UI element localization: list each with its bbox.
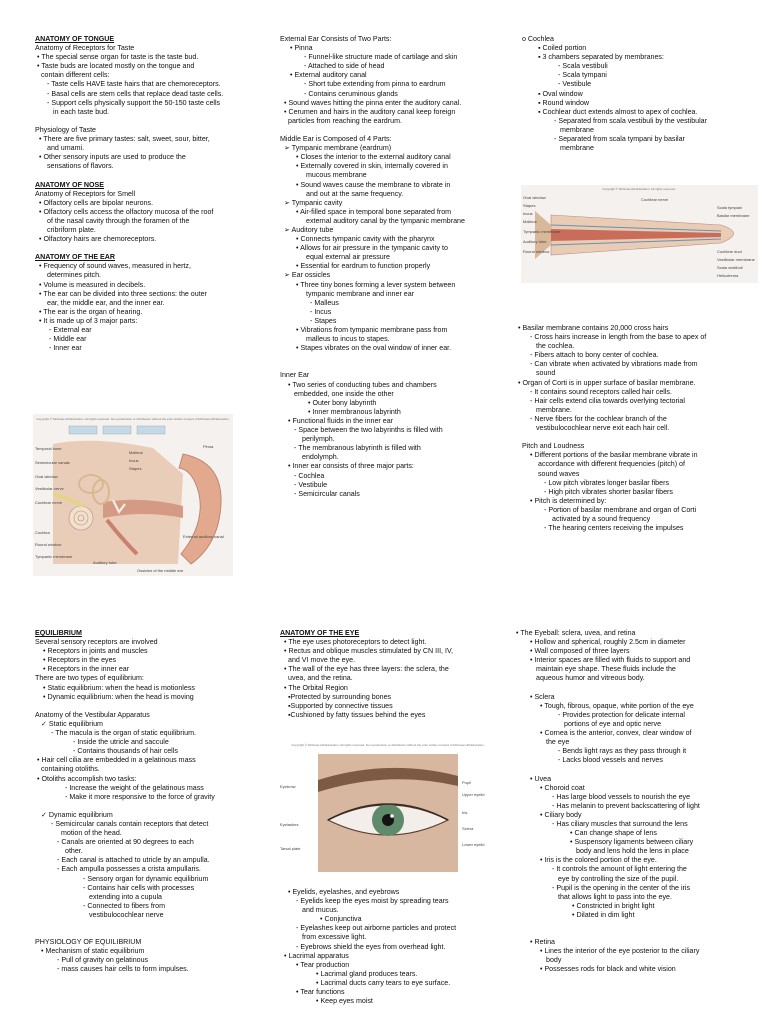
ear-label: Auditory tube [93, 560, 117, 565]
text-line: • Receptors in joints and muscles [43, 647, 148, 656]
text-line [35, 920, 260, 929]
text-line: • Connects tympanic cavity with the pharynx [296, 235, 435, 244]
text-line: portions of eye and optic nerve [564, 719, 662, 728]
text-line: cribriform plate. [47, 225, 96, 234]
text-line: embedded, one inside the other [294, 389, 394, 398]
text-line: ✓ Static equilibrium [41, 719, 103, 728]
text-line: • Olfactory hairs are chemoreceptors. [39, 235, 157, 244]
text-line: ➢ Tympanic cavity [284, 198, 343, 207]
text-line: - Semicircular canals contain receptors that detect [51, 819, 209, 828]
col-tongue-nose-ear [35, 35, 260, 353]
text-line [512, 920, 762, 929]
text-line: • The eye uses photoreceptors to detect light. [284, 638, 427, 647]
ear-label: Pinna [203, 444, 214, 449]
text-line: • Dilated in dim light [572, 910, 635, 919]
cochlea-diagram [521, 185, 758, 283]
text-line: • Rectus and oblique muscles stimulated by CN III, IV, [284, 647, 454, 656]
text-line: contain different cells: [41, 71, 110, 80]
text-line: • The special sense organ for taste is the taste bud. [37, 53, 199, 62]
eye-copyright: Copyright © McGraw-Hill Education. All rights reserved. No reproduction or distribution without the prior written consent of McGraw-Hill Education. [291, 743, 485, 747]
text-line: ▪ Coiled portion [538, 44, 587, 53]
text-line: • Mechanism of static equilibrium [41, 947, 145, 956]
cochlea-label: Scala tympani [717, 205, 743, 210]
text-line: - Short tube extending from pinna to eardrum [304, 80, 446, 89]
text-line: ▪ Oval window [538, 89, 583, 98]
text-line: extending into a cupula [89, 892, 162, 901]
text-line: • Pitch is determined by: [530, 496, 607, 505]
text-line: • Conjunctiva [320, 915, 362, 924]
text-line: ▪Protected by surrounding bones [288, 692, 392, 701]
text-line: of the nasal cavity through the foramen of the [47, 216, 190, 225]
text-line: • Closes the interior to the external auditory canal [296, 153, 451, 162]
text-line: - Malleus [310, 298, 339, 307]
text-line: - Separated from scala tympani by basilar [554, 135, 685, 144]
text-line: - Make it more responsive to the force of gravity [65, 792, 215, 801]
text-line: endolymph. [302, 453, 339, 462]
text-line: - Connected to fibers from [83, 901, 166, 910]
text-line: • Inner membranous labyrinth [308, 407, 401, 416]
text-line: ➢ Tympanic membrane (eardrum) [284, 144, 392, 153]
text-line: • Keep eyes moist [316, 997, 373, 1006]
text-line: • Vibrations from tympanic membrane pass from [296, 326, 448, 334]
text-line: Inner Ear [280, 371, 310, 380]
text-line: - Taste cells HAVE taste hairs that are chemoreceptors. [47, 80, 221, 89]
text-line: Anatomy of Receptors for Smell [35, 189, 136, 198]
text-line: - Sensory organ for dynamic equilibrium [83, 874, 209, 883]
text-line: - Scala tympani [558, 71, 607, 80]
ear-label: Cochlear nerve [35, 500, 63, 505]
text-line: • The ear is the organ of hearing. [39, 307, 143, 316]
text-line: - It controls the amount of light entering the [552, 865, 687, 874]
text-line: • Pinna [290, 44, 313, 53]
cochlea-label: Stapes [523, 203, 536, 208]
text-line: sensations of flavors. [47, 162, 114, 171]
eye-photo [278, 740, 498, 878]
cochlea-label: Helicotrema [717, 273, 739, 278]
text-line: • External auditory canal [290, 71, 367, 80]
cochlea-label: Malleus [523, 219, 537, 224]
text-line: membrane [560, 125, 594, 134]
text-line: • Inner ear consists of three major parts: [288, 462, 414, 471]
text-line: the eye [546, 738, 570, 747]
text-line: containing otoliths. [41, 765, 100, 774]
text-line: - Eyebrows shield the eyes from overhead light. [296, 942, 446, 951]
text-line: • Retina [530, 938, 555, 947]
text-line: • Tear production [296, 960, 350, 969]
text-line [512, 684, 762, 693]
text-line: - Basal cells are stem cells that replace dead taste cells. [47, 89, 224, 98]
eye-label: Tarsal plate [280, 846, 301, 851]
text-line: • Functional fluids in the inner ear [288, 416, 394, 425]
text-line: - It contains sound receptors called hair cells. [530, 387, 672, 396]
text-line: - Fibers attach to bony center of cochlea. [530, 351, 659, 360]
text-line: - Has melanin to prevent backscattering of light [552, 801, 700, 810]
text-line: - Each canal is attached to utricle by an ampulla. [57, 856, 210, 865]
text-line: • Iris is the colored portion of the eye. [540, 856, 657, 865]
text-line: • Possesses rods for black and white vision [540, 965, 676, 974]
text-line: Several sensory receptors are involved [35, 638, 158, 647]
text-line [280, 353, 505, 362]
ear-label: Tympanic membrane [35, 554, 73, 559]
text-line: - Low pitch vibrates longer basilar fibers [544, 478, 669, 487]
text-line: • Cerumen and hairs in the auditory canal keep foreign [284, 107, 456, 116]
text-line: mucous membrane [306, 171, 367, 180]
text-line: Middle Ear is Composed of 4 Parts: [280, 135, 392, 144]
section-heading: ANATOMY OF THE EYE [280, 629, 360, 637]
text-line: - Canals are oriented at 90 degrees to each [57, 838, 194, 847]
text-line: - Vestibule [558, 80, 592, 89]
text-line: - Portion of basilar membrane and organ of Corti [544, 505, 697, 514]
col-equilibrium [35, 629, 260, 975]
text-line: • Two series of conducting tubes and chambers [288, 380, 437, 389]
ear-diagram [33, 414, 233, 576]
text-line: and out at the same frequency. [306, 189, 404, 198]
ear-label: Round window [35, 542, 62, 547]
cochlea-label: Cochlear nerve [641, 197, 669, 202]
text-line: ▪ Round window [538, 98, 590, 107]
ear-label: Malleus [129, 450, 143, 455]
text-line: ear, the middle ear, and the inner ear. [47, 298, 165, 307]
text-line: There are two types of equilibrium: [35, 674, 144, 683]
text-line [35, 802, 260, 811]
eye-label: Eyebrow [280, 784, 296, 789]
text-line: perilymph. [302, 435, 335, 444]
text-line: - Hair cells extend cilia towards overlying tectorial [530, 396, 685, 405]
col-eye-anatomy [280, 629, 505, 720]
text-line: equal external air pressure [306, 253, 390, 262]
text-line [35, 702, 260, 711]
text-line: uvea, and the retina. [288, 674, 353, 683]
text-line: • It is made up of 3 major parts: [39, 316, 138, 325]
text-line: vestibulocochlear nerve [89, 910, 164, 919]
text-line: - Eyelids keep the eyes moist by spreading tears [296, 897, 449, 906]
text-line: • The ear can be divided into three sections: the outer [39, 289, 207, 298]
cochlea-label: Vestibular membrane [717, 257, 755, 262]
text-line: and VI move the eye. [288, 656, 356, 665]
cochlea-label: Auditory tube [523, 239, 547, 244]
eye-label: Upper eyelid [462, 792, 485, 797]
text-line: - Support cells physically support the 50-150 taste cells [47, 98, 221, 107]
text-line: - Scala vestibuli [558, 62, 608, 71]
text-line: - Stapes [310, 316, 337, 325]
text-line: - Space between the two labyrinths is filled with [294, 426, 443, 435]
text-line: External Ear Consists of Two Parts: [280, 35, 392, 43]
text-line: - Has large blood vessels to nourish the eye [552, 792, 691, 801]
text-line: body [546, 956, 562, 965]
text-line: other. [65, 847, 83, 856]
text-line: malleus to incus to stapes. [306, 335, 390, 344]
eye-label: Pupil [462, 780, 471, 785]
ear-label: Vestibular nerve [35, 486, 64, 491]
text-line: • Sound waves hitting the pinna enter the auditory canal. [284, 98, 462, 107]
text-line: Physiology of Taste [35, 125, 96, 134]
text-line: • Lacrimal apparatus [284, 951, 349, 960]
ear-label: Semicircular canals [35, 460, 70, 465]
text-line: motion of the head. [61, 829, 122, 838]
text-line: • Interior spaces are filled with fluids to support and [530, 656, 691, 665]
text-line: accordance with different frequencies (pitch) of [538, 460, 685, 469]
text-line: • Tear functions [296, 988, 345, 997]
text-line [280, 362, 505, 371]
section-heading: ANATOMY OF NOSE [35, 180, 104, 189]
cochlea-label: Cochlear duct [717, 249, 742, 254]
text-line: • Uvea [530, 774, 552, 783]
text-line: eye by controlling the size of the pupil. [558, 874, 679, 883]
text-line: ▪ Cochlear duct extends almost to apex of cochlea. [538, 107, 698, 116]
text-line: ▪ 3 chambers separated by membranes: [538, 53, 664, 62]
text-line: - Contains thousands of hair cells [73, 747, 178, 756]
text-line: that allows light to pass into the eye. [558, 892, 672, 901]
text-line: - Semicircular canals [294, 489, 360, 498]
cochlea-label: Tympanic membrane [523, 229, 561, 234]
cochlea-label: Incus [523, 211, 533, 216]
text-line: - Each ampulla possesses a crista ampullaris. [57, 865, 201, 874]
text-line: • Essential for eardrum to function properly [296, 262, 431, 271]
text-line: ✓ Dynamic equilibrium [41, 810, 113, 819]
text-line: - Cross hairs increase in length from the base to apex of [530, 333, 707, 342]
col-basilar-pitch [518, 324, 758, 533]
text-line: ▪Supported by connective tissues [288, 701, 393, 710]
eye-label: Eyelashes [280, 822, 299, 827]
text-line: • Allows for air pressure in the tympanic cavity to [296, 244, 448, 253]
text-line: • Frequency of sound waves, measured in hertz, [39, 262, 191, 271]
text-line: • The wall of the eye has three layers: the sclera, the [284, 665, 449, 674]
text-line: • Basilar membrane contains 20,000 cross hairs [518, 324, 669, 332]
section-heading: ANATOMY OF THE EAR [35, 253, 116, 262]
text-line: Anatomy of the Vestibular Apparatus [35, 710, 150, 719]
text-line: body and lens hold the lens in place [576, 847, 689, 856]
text-line: - Inside the utricle and saccule [73, 738, 169, 747]
text-line: sound [536, 369, 556, 378]
text-line: • Otoliths accomplish two tasks: [37, 774, 137, 783]
cochlea-label: Oval window [523, 195, 546, 200]
text-line: - Nerve fibers for the cochlear branch of the [530, 414, 667, 423]
text-line: - The macula is the organ of static equilibrium. [51, 729, 196, 738]
text-line: • Ciliary body [540, 810, 582, 819]
text-line: • Tough, fibrous, opaque, white portion of the eye [540, 701, 694, 710]
text-line [280, 126, 505, 135]
cochlea-label: Scala vestibuli [717, 265, 743, 270]
text-line: aqueous humor and vitreous body. [536, 674, 645, 683]
text-line: - High pitch vibrates shorter basilar fibers [544, 487, 673, 496]
col-cochlea [518, 35, 758, 153]
text-line: - Funnel-like structure made of cartilage and skin [304, 53, 458, 62]
text-line: tympanic membrane and inner ear [306, 289, 415, 298]
text-line: • Constricted in bright light [572, 901, 655, 910]
text-line [512, 765, 762, 774]
text-line: - Separated from scala vestibuli by the vestibular [554, 116, 707, 125]
cochlea-copyright: Copyright © McGraw-Hill Education. All rights reserved. [602, 187, 676, 191]
text-line: • Lines the interior of the eye posterior to the ciliary [540, 947, 700, 956]
text-line: • Receptors in the eyes [43, 656, 117, 665]
text-line: • The Eyeball: sclera, uvea, and retina [516, 629, 636, 637]
text-line: • Wall composed of three layers [530, 647, 630, 656]
text-line: • Can change shape of lens [570, 829, 657, 838]
text-line: and mucus. [302, 906, 339, 915]
text-line: - Eyelashes keep out airborne particles and protect [296, 924, 457, 933]
ear-label: External auditory canal [183, 534, 224, 539]
text-line: - Pupil is the opening in the center of the iris [552, 883, 691, 892]
text-line: - Bends light rays as they pass through it [558, 747, 687, 756]
text-line: • Lacrimal gland produces tears. [316, 969, 418, 978]
text-line: activated by a sound frequency [552, 514, 651, 523]
text-line: - Has ciliary muscles that surround the lens [552, 819, 688, 828]
text-line: - Increase the weight of the gelatinous mass [65, 783, 204, 792]
text-line: • Dynamic equilibrium: when the head is moving [43, 692, 194, 701]
text-line: membrane [560, 144, 594, 153]
text-line: o Cochlea [522, 35, 554, 43]
text-line: • Outer bony labyrinth [308, 398, 377, 407]
col-outer-middle-inner-ear [280, 35, 505, 499]
text-line: - Vestibule [294, 480, 328, 489]
text-line [512, 929, 762, 938]
text-line: • Eyelids, eyelashes, and eyebrows [288, 888, 400, 896]
text-line: ➢ Auditory tube [284, 225, 334, 234]
text-line: - The membranous labyrinth is filled with [294, 444, 421, 453]
text-line: • Air-filled space in temporal bone separated from [296, 207, 452, 216]
text-line [35, 117, 260, 126]
text-line: • Hair cell cilia are embedded in a gelatinous mass [37, 756, 196, 765]
col-eyeball [512, 629, 762, 975]
text-line: - Inner ear [49, 344, 82, 353]
text-line: - Can vibrate when activated by vibrations made from [530, 360, 698, 369]
text-line: • Sound waves cause the membrane to vibrate in [296, 180, 451, 189]
text-line: • Static equilibrium: when the head is motionless [43, 683, 195, 692]
text-line: - Contains hair cells with processes [83, 883, 195, 892]
text-line: - External ear [49, 326, 92, 334]
text-line: the cochlea. [536, 342, 575, 351]
ear-label: Temporal bone [35, 446, 62, 451]
text-line: particles from reaching the eardrum. [288, 116, 402, 125]
text-line: • Lacrimal ducts carry tears to eye surface. [316, 978, 451, 987]
text-line: Anatomy of Receptors for Taste [35, 44, 135, 53]
text-line: • Receptors in the inner ear [43, 665, 130, 674]
eye-label: Iris [462, 810, 468, 815]
ear-label: Stapes [129, 466, 142, 471]
eye-label: Lower eyelid [462, 842, 485, 847]
text-line [35, 244, 260, 253]
text-line: in each taste bud. [53, 107, 110, 116]
cochlea-label: Basilar membrane [717, 213, 750, 218]
text-line [518, 433, 758, 442]
text-line: • Choroid coat [540, 783, 585, 792]
ear-label: Cochlea [35, 530, 50, 535]
text-line: • Organ of Corti is in upper surface of basilar membrane. [518, 378, 696, 387]
text-line: ➢ Ear ossicles [284, 271, 331, 280]
text-line: • Volume is measured in decibels. [39, 280, 146, 289]
text-line: • Taste buds are located mostly on the tongue and [37, 62, 195, 71]
text-line: ▪Cushioned by fatty tissues behind the eyes [288, 710, 426, 719]
text-line: - Incus [310, 307, 332, 316]
text-line: • Hollow and spherical, roughly 2.5cm in diameter [530, 638, 686, 647]
text-line: • Other sensory inputs are used to produce the [39, 153, 186, 162]
text-line: - Middle ear [49, 335, 87, 344]
text-line: vestibulocochlear nerve exit each hair cell. [536, 424, 670, 433]
text-line: sound waves [538, 469, 580, 478]
text-line: • Sclera [530, 692, 555, 701]
text-line: - Contains ceruminous glands [304, 89, 398, 98]
text-line: - mass causes hair cells to form impulses. [57, 965, 189, 974]
text-line: • The Orbital Region [284, 683, 348, 692]
text-line [35, 171, 260, 180]
text-line: • Different portions of the basilar membrane vibrate in [530, 451, 698, 460]
text-line: - Provides protection for delicate internal [558, 710, 685, 719]
text-line: maintain eye shape. These fluids include the [536, 665, 676, 674]
text-line: determines pitch. [47, 271, 102, 280]
text-line: PHYSIOLOGY OF EQUILIBRIUM [35, 938, 142, 947]
text-line: • There are five primary tastes: salt, sweet, sour, bitter, [39, 135, 210, 144]
ear-label: Oval window [35, 474, 58, 479]
cochlea-label: Round window [523, 249, 550, 254]
text-line: Pitch and Loudness [522, 442, 585, 451]
text-line: • Externally covered in skin, internally covered in [296, 162, 448, 171]
text-line: • Three tiny bones forming a lever system between [296, 280, 456, 289]
section-heading: ANATOMY OF TONGUE [35, 35, 115, 43]
text-line: - The hearing centers receiving the impulses [544, 524, 684, 533]
text-line: membrane. [536, 405, 572, 414]
text-line: - Lacks blood vessels and nerves [558, 756, 663, 765]
text-line: - Pull of gravity on gelatinous [57, 956, 149, 965]
text-line: - Attached to side of head [304, 62, 385, 71]
ear-label: Ossicles of the middle ear [137, 568, 184, 573]
ear-copyright: Copyright © McGraw-Hill Education. All rights reserved. No reproduction or distribution without the prior written consent of McGraw-Hill Education. [36, 417, 230, 421]
text-line: • Cornea is the anterior, convex, clear window of [540, 729, 692, 738]
text-line: - Cochlea [294, 471, 325, 480]
text-line: external auditory canal by the tympanic membrane [306, 216, 465, 225]
text-line: • Olfactory cells are bipolar neurons. [39, 198, 154, 207]
eye-label: Sclera [462, 826, 474, 831]
text-line: • Stapes vibrates on the oval window of inner ear. [296, 344, 452, 353]
text-line: and umami. [47, 144, 85, 153]
ear-label: Incus [129, 458, 139, 463]
text-line [35, 929, 260, 938]
text-line: • Olfactory cells access the olfactory mucosa of the roof [39, 207, 214, 216]
section-heading: EQUILIBRIUM [35, 629, 82, 637]
text-line: from excessive light. [302, 933, 367, 942]
text-line: • Suspensory ligaments between ciliary [570, 838, 694, 847]
col-eye-accessory [280, 888, 505, 1006]
